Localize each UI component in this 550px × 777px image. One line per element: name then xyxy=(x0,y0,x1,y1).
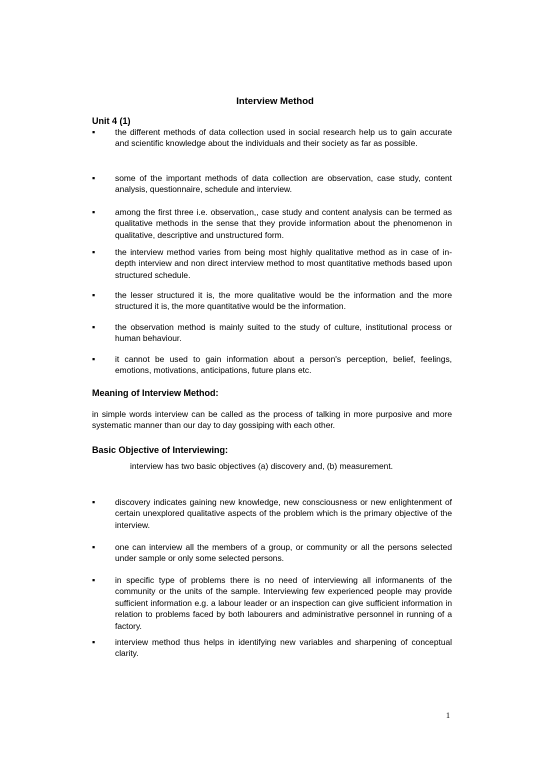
list-item xyxy=(92,173,452,196)
list-item-text: the lesser structured it is, the more qualitative would be the information and the more structured it is, the more quantitative would be the information. xyxy=(115,290,452,312)
list-item xyxy=(92,637,452,660)
list-item-text: it cannot be used to gain information about a person's perception, belief, feelings, emotions, motivations, anticipations, future plans etc. xyxy=(115,354,452,376)
bullet-icon: ▪ xyxy=(92,247,96,257)
bullet-icon: ▪ xyxy=(92,354,96,364)
bullet-icon: ▪ xyxy=(92,322,96,332)
list-item-text: in specific type of problems there is no need of interviewing all informanents of the community or the units of the sample. Interviewing few experienced people may provide sufficient information e.g. a labour leader or an inspection can give sufficient information in relation to problems faced by both labourers and administrative personnel in running of a factory. xyxy=(115,575,452,631)
bullet-icon: ▪ xyxy=(92,207,96,217)
list-item-text: the observation method is mainly suited to the study of culture, institutional process or human behaviour. xyxy=(115,322,452,344)
list-item-text: some of the important methods of data collection are observation, case study, content analysis, questionnaire, schedule and interview. xyxy=(115,173,452,195)
list-item-text: discovery indicates gaining new knowledge, new consciousness or new enlightenment of certain unexplored qualitative aspects of the problem which is the primary objective of the interview. xyxy=(115,497,452,530)
list-item-text: interview method thus helps in identifying new variables and sharpening of conceptual clarity. xyxy=(115,637,452,659)
list-item xyxy=(92,542,452,565)
section-heading: Meaning of Interview Method: xyxy=(92,388,219,398)
list-item xyxy=(92,322,452,345)
list-item xyxy=(92,290,452,313)
bullet-icon: ▪ xyxy=(92,542,96,552)
bullet-icon: ▪ xyxy=(92,127,96,137)
bullet-icon: ▪ xyxy=(92,497,96,507)
page-title: Interview Method xyxy=(236,96,314,107)
bullet-icon: ▪ xyxy=(92,575,96,585)
bullet-icon: ▪ xyxy=(92,173,96,183)
list-item xyxy=(92,575,452,632)
list-item xyxy=(92,127,452,150)
bullet-icon: ▪ xyxy=(92,290,96,300)
list-item-text: the interview method varies from being most highly qualitative method as in case of in-depth interview and non direct interview method to most quantitative methods based upon structured schedule. xyxy=(115,247,452,280)
unit-heading: Unit 4 (1) xyxy=(92,116,131,126)
list-item xyxy=(92,354,452,377)
page-number: 1 xyxy=(446,711,450,720)
list-item-text: among the first three i.e. observation,, case study and content analysis can be termed as qualitative methods in the sense that they provide information about the phenomenon in qualitative, descriptive and unstructured form. xyxy=(115,207,452,240)
list-item xyxy=(92,207,452,241)
bullet-icon: ▪ xyxy=(92,637,96,647)
list-item xyxy=(92,247,452,281)
section-heading: Basic Objective of Interviewing: xyxy=(92,445,229,455)
list-item-text: the different methods of data collection used in social research help us to gain accurate and scientific knowledge about the individuals and their society as far as possible. xyxy=(115,127,452,149)
list-item xyxy=(92,497,452,531)
paragraph: interview has two basic objectives (a) discovery and, (b) measurement. xyxy=(130,461,393,471)
list-item-text: one can interview all the members of a group, or community or all the persons selected under sample or only some selected persons. xyxy=(115,542,452,564)
paragraph: in simple words interview can be called as the process of talking in more purposive and more systematic manner than our day to day gossiping with each other. xyxy=(92,409,452,431)
